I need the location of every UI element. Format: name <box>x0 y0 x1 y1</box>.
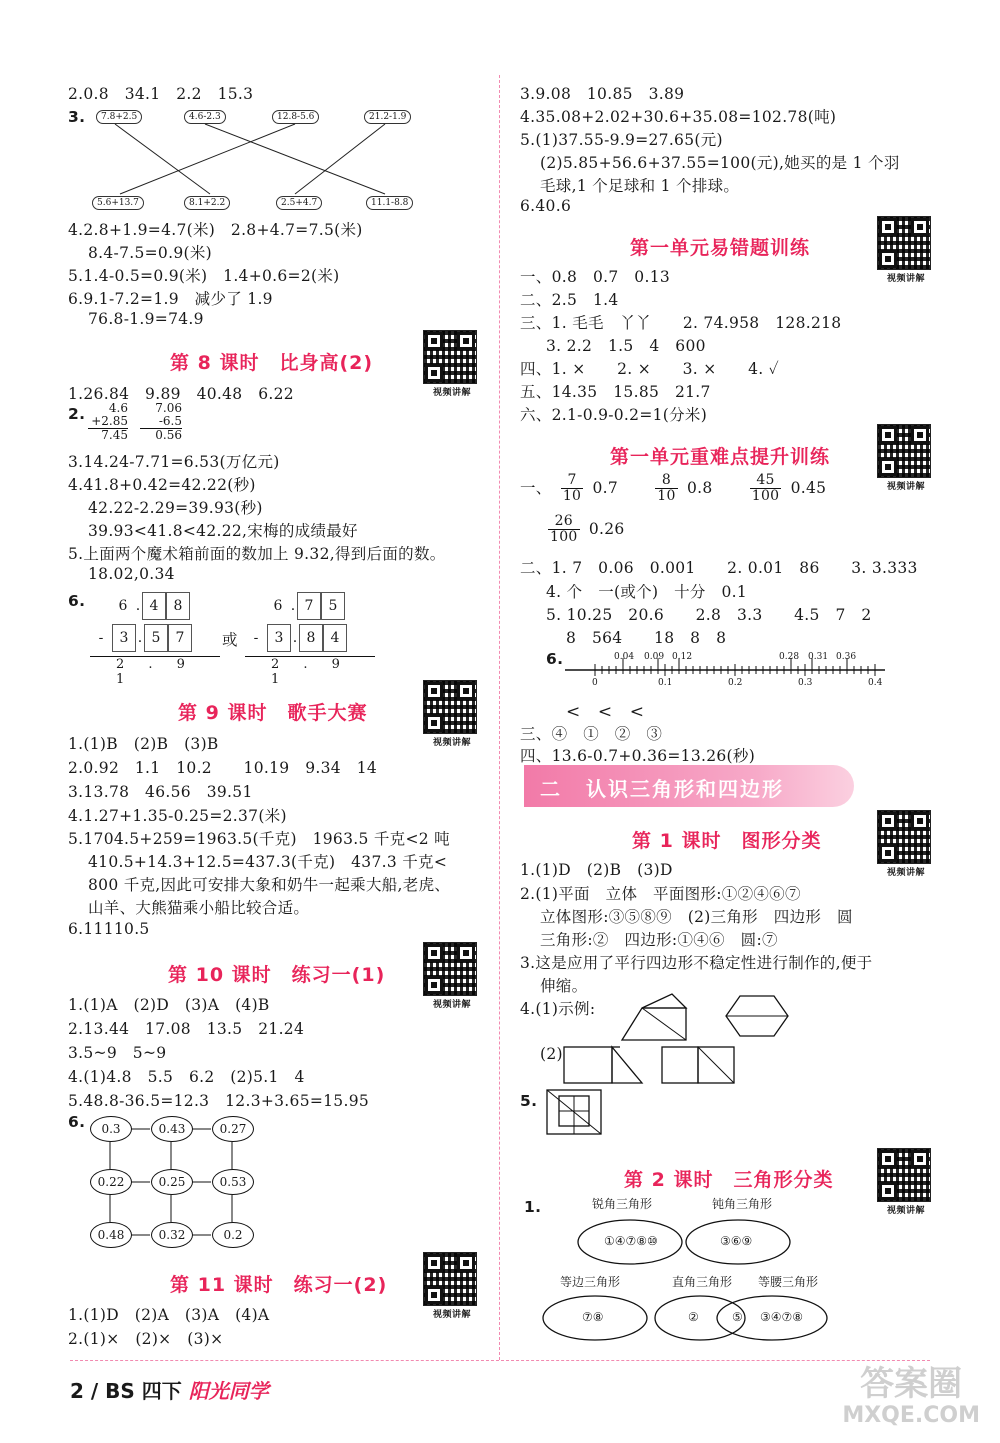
section-heading: 第 11 课时 练习一(2) <box>170 1274 388 1296</box>
answer-line: 410.5+14.3+12.5=437.3(千克) 437.3 千克< <box>88 853 448 871</box>
answer-line: 4. 个 一(或个) 十分 0.1 <box>546 583 748 601</box>
category-label: 等边三角形 <box>560 1275 621 1289</box>
answer-line: 42.22-2.29=39.93(秒) <box>88 499 263 517</box>
question-number: 2. <box>68 405 86 423</box>
qr-code-image <box>877 424 931 478</box>
answer-line: 4.1.27+1.35-0.25=2.37(米) <box>68 807 287 825</box>
answer-line: 三、1. 毛毛 丫丫 2. 74.958 128.218 <box>520 314 842 332</box>
qr-code[interactable] <box>423 330 481 398</box>
answer-line: 山羊、大熊猫乘小船比较合适。 <box>88 899 310 917</box>
qr-code[interactable] <box>877 810 935 878</box>
vertical-subtraction <box>140 402 182 442</box>
answer-line: (2) <box>540 1045 563 1063</box>
decimal-value: 0.26 <box>588 519 625 538</box>
number-line-tick-label: 0.3 <box>798 678 813 688</box>
decimal-value: 0.8 <box>686 478 713 497</box>
answer-line: 3.这是应用了平行四边形不稳定性进行制作的,便于 <box>520 954 873 972</box>
answer-line: 6.40.6 <box>520 197 572 215</box>
answer-line: 四、1. × 2. × 3. × 4. ✓ <box>520 360 780 378</box>
page-number: 2 / BS 四下 <box>70 1379 182 1403</box>
unit-title: 认识三角形和四边形 <box>586 777 784 801</box>
category-label: 直角三角形 <box>672 1275 733 1289</box>
question-number: 6. <box>68 592 86 610</box>
fraction: $\frac{8}{10}$ <box>657 472 676 505</box>
answer-line: 二、2.5 1.4 <box>520 291 619 309</box>
section-heading: 第 9 课时 歌手大赛 <box>178 702 368 724</box>
answer-line: 三角形:② 四边形:①④⑥ 圆:⑦ <box>540 931 778 949</box>
matching-lines <box>90 122 430 197</box>
answer-line: 5.(1)37.55-9.9=27.65(元) <box>520 131 723 149</box>
digit-box: 4 <box>142 592 166 620</box>
number-line-label: 0.09 <box>644 652 665 662</box>
qr-code-image <box>423 680 477 734</box>
digit-box: 8 <box>299 624 323 652</box>
digit: 6 <box>273 598 283 614</box>
decimal-point: . <box>135 598 141 614</box>
answer-line: 3.5~9 5~9 <box>68 1044 167 1062</box>
answer-line: 1.(1)D (2)B (3)D <box>520 861 673 879</box>
answer-line: 2.0.8 34.1 2.2 15.3 <box>68 85 254 103</box>
qr-code-image <box>877 1148 931 1202</box>
dissection-shapes <box>562 1045 742 1085</box>
footer-divider <box>70 1360 930 1361</box>
answer-line: 1.26.84 9.89 40.48 6.22 <box>68 385 294 403</box>
qr-code-image <box>423 1252 477 1306</box>
number-line-label: 0.31 <box>808 652 829 662</box>
digit: 6 <box>118 598 128 614</box>
expression-box: 7.8+2.5 <box>96 110 142 124</box>
unit-number: 二 <box>540 777 562 801</box>
answer-line: 2.(1)平面 立体 平面图形:①②④⑥⑦ <box>520 885 801 903</box>
number-line-label: 0.36 <box>836 652 857 662</box>
digit-puzzle-1 <box>90 592 220 687</box>
decimal-value: 0.7 <box>592 478 619 497</box>
answer-line: 3. 2.2 1.5 4 600 <box>546 337 706 355</box>
section-heading: 第 2 课时 三角形分类 <box>624 1169 834 1191</box>
qr-caption: 视频讲解 <box>886 274 925 284</box>
section-heading: 第一单元重难点提升训练 <box>610 446 831 468</box>
category-members: ② <box>688 1310 699 1324</box>
grid-node: 0.25 <box>151 1169 193 1195</box>
section-heading: 第 8 课时 比身高(2) <box>170 352 374 374</box>
answer-line: 二、1. 7 0.06 0.001 2. 0.01 86 3. 3.333 <box>520 559 918 577</box>
digit-box: 7 <box>297 592 321 620</box>
digit-puzzle-2 <box>245 592 375 687</box>
minus-sign: - <box>253 630 259 646</box>
qr-code[interactable] <box>423 1252 481 1320</box>
answer-line: 2.0.92 1.1 10.2 10.19 9.34 14 <box>68 759 378 777</box>
vertical-addition <box>88 402 128 442</box>
category-members: ①④⑦⑧⑩ <box>604 1234 658 1248</box>
digit-box: 7 <box>168 624 192 652</box>
grid-node: 0.2 <box>212 1222 254 1248</box>
section-prefix: 一、 <box>520 478 552 497</box>
category-members: ③⑥⑨ <box>720 1234 753 1248</box>
answer-line: 4.(1)示例: <box>520 1000 596 1018</box>
qr-caption: 视频讲解 <box>886 482 925 492</box>
unit-banner <box>524 765 854 807</box>
expression-box: 4.6-2.3 <box>184 110 226 124</box>
column-divider <box>499 75 500 1360</box>
grid-node: 0.32 <box>151 1222 193 1248</box>
number-line-tick-label: 0 <box>592 678 598 688</box>
category-members: ⑦⑧ <box>582 1310 604 1324</box>
qr-code[interactable] <box>877 1148 935 1216</box>
grid-node: 0.53 <box>212 1169 254 1195</box>
watermark <box>842 1366 980 1428</box>
watermark-url: MXQE.COM <box>842 1402 980 1428</box>
number-line-label: 0.28 <box>779 652 800 662</box>
answer-line: 8.4-7.5=0.9(米) <box>88 244 212 262</box>
answer-line: 4.35.08+2.02+30.6+35.08=102.78(吨) <box>520 108 837 126</box>
number-line-label: 0.12 <box>672 652 693 662</box>
result: 0.56 <box>155 428 182 442</box>
answer-line: 18.02,0.34 <box>88 565 175 583</box>
category-members: ③④⑦⑧ <box>760 1310 804 1324</box>
number-line-tick-label: 0.4 <box>868 678 883 688</box>
expression-box: 8.1+2.2 <box>184 196 230 210</box>
digit-box: 4 <box>323 624 347 652</box>
result: 7.45 <box>101 428 128 442</box>
watermark-logo: 答案圈 <box>860 1364 963 1405</box>
expression-box: 2.5+4.7 <box>276 196 322 210</box>
digit-box: 8 <box>166 592 190 620</box>
qr-caption: 视频讲解 <box>886 1206 925 1216</box>
fraction: $\frac{45}{100}$ <box>751 472 780 505</box>
answer-line: 伸缩。 <box>540 977 588 995</box>
grid-node: 0.43 <box>151 1116 193 1142</box>
qr-code-image <box>423 330 477 384</box>
fraction-answers <box>544 514 625 546</box>
answer-line: 6.11110.5 <box>68 920 150 938</box>
answer-line: 4.2.8+1.9=4.7(米) 2.8+4.7=7.5(米) <box>68 221 363 239</box>
grid-node: 0.27 <box>212 1116 254 1142</box>
qr-code[interactable] <box>423 942 481 1010</box>
question-number: 1. <box>524 1198 542 1216</box>
answer-line: 毛球,1 个足球和 1 个排球。 <box>540 177 740 195</box>
decimal-point: . <box>137 630 143 646</box>
digit-box: 5 <box>144 624 168 652</box>
digit-box: 3 <box>267 624 291 652</box>
operand: -6.5 <box>140 415 182 429</box>
category-members: ⑤ <box>732 1310 743 1324</box>
expression-box: 21.2-1.9 <box>364 110 411 124</box>
question-number: 6. <box>546 650 564 668</box>
operand: 7.06 <box>155 401 182 415</box>
category-label: 锐角三角形 <box>592 1197 653 1211</box>
number-line-label: 0.04 <box>614 652 635 662</box>
digit-box: 3 <box>112 624 136 652</box>
section-heading: 第 10 课时 练习一(1) <box>168 964 386 986</box>
number-line-tick-label: 0.2 <box>728 678 743 688</box>
answer-line: 6.9.1-7.2=1.9 减少了 1.9 <box>68 290 273 308</box>
answer-line: 一、0.8 0.7 0.13 <box>520 268 671 286</box>
answer-line: 5.1.4-0.5=0.9(米) 1.4+0.6=2(米) <box>68 267 340 285</box>
qr-code[interactable] <box>877 216 935 284</box>
expression-box: 11.1-8.8 <box>366 196 413 210</box>
answer-line: (2)5.85+56.6+37.55=100(元),她买的是 1 个羽 <box>540 154 900 172</box>
answer-line: 4.(1)4.8 5.5 6.2 (2)5.1 4 <box>68 1068 305 1086</box>
section-heading: 第一单元易错题训练 <box>630 237 811 259</box>
fraction: $\frac{7}{10}$ <box>562 472 582 505</box>
page-footer <box>70 1375 269 1404</box>
answer-line: 76.8-1.9=74.9 <box>88 310 204 328</box>
category-label: 钝角三角形 <box>712 1197 773 1211</box>
answer-line: 2.13.44 17.08 13.5 21.24 <box>68 1020 305 1038</box>
number-line-tick-label: 0.1 <box>658 678 673 688</box>
or-label: 或 <box>222 631 238 649</box>
decimal-point: . <box>290 598 296 614</box>
decimal-point: . <box>292 630 298 646</box>
grid-node: 0.22 <box>90 1169 132 1195</box>
answer-line: 三、④ ① ② ③ <box>520 725 663 743</box>
expression-box: 12.8-5.6 <box>272 110 319 124</box>
decimal-value: 0.45 <box>790 478 827 497</box>
fraction: $\frac{26}{100}$ <box>550 513 578 546</box>
operand: 4.6 <box>108 401 128 415</box>
question-number: 6. <box>68 1113 86 1131</box>
qr-code-image <box>877 216 931 270</box>
answer-line: 六、2.1-0.9-0.2=1(分米) <box>520 406 708 424</box>
qr-caption: 视频讲解 <box>432 388 471 398</box>
square-figure <box>545 1088 605 1138</box>
answer-line: 四、13.6-0.7+0.36=13.26(秒) <box>520 747 756 765</box>
answer-line: 3.9.08 10.85 3.89 <box>520 85 685 103</box>
category-label: 等腰三角形 <box>758 1275 819 1289</box>
qr-code-image <box>423 942 477 996</box>
grid-node: 0.48 <box>90 1222 132 1248</box>
answer-line: 5.1704.5+259=1963.5(千克) 1963.5 千克<2 吨 <box>68 830 450 848</box>
answer-line: 1.(1)D (2)A (3)A (4)A <box>68 1306 270 1324</box>
answer-line: 2.(1)× (2)× (3)× <box>68 1330 224 1348</box>
qr-caption: 视频讲解 <box>432 738 471 748</box>
qr-caption: 视频讲解 <box>432 1310 471 1320</box>
answer-line: 800 千克,因此可安排大象和奶牛一起乘大船,老虎、 <box>88 876 451 894</box>
answer-line: 3.13.78 46.56 39.51 <box>68 783 253 801</box>
brand-logo: 阳光同学 <box>188 1379 269 1403</box>
grid-node: 0.3 <box>90 1116 132 1142</box>
comparison-answers: < < < <box>566 702 645 722</box>
section-heading: 第 1 课时 图形分类 <box>632 830 822 852</box>
question-number: 5. <box>520 1092 538 1110</box>
minus-sign: - <box>98 630 104 646</box>
qr-code[interactable] <box>423 680 481 748</box>
operand: +2.85 <box>88 415 128 429</box>
difference: 2 . 9 1 <box>271 657 350 687</box>
answer-line: 五、14.35 15.85 21.7 <box>520 383 711 401</box>
digit-box: 5 <box>321 592 345 620</box>
answer-line: 4.41.8+0.42=42.22(秒) <box>68 476 256 494</box>
qr-caption: 视频讲解 <box>886 868 925 878</box>
answer-line: 8 564 18 8 8 <box>566 629 727 647</box>
fraction-answers <box>520 473 826 505</box>
question-number: 3. <box>68 108 86 126</box>
answer-line: 1.(1)B (2)B (3)B <box>68 735 219 753</box>
qr-code-image <box>877 810 931 864</box>
answer-line: 5.48.8-36.5=12.3 12.3+3.65=15.95 <box>68 1092 370 1110</box>
qr-caption: 视频讲解 <box>432 1000 471 1010</box>
answer-line: 39.93<41.8<42.22,宋梅的成绩最好 <box>88 522 358 540</box>
expression-box: 5.6+13.7 <box>92 196 144 210</box>
answer-line: 5.上面两个魔术箱前面的数加上 9.32,得到后面的数。 <box>68 545 446 563</box>
answer-line: 3.14.24-7.71=6.53(万亿元) <box>68 453 280 471</box>
example-shapes <box>610 990 800 1050</box>
qr-code[interactable] <box>877 424 935 492</box>
answer-line: 5. 10.25 20.6 2.8 3.3 4.5 7 2 <box>546 606 872 624</box>
difference: 2 . 9 1 <box>116 657 195 687</box>
answer-line: 1.(1)A (2)D (3)A (4)B <box>68 996 270 1014</box>
answer-line: 立体图形:③⑤⑧⑨ (2)三角形 四边形 圆 <box>540 908 853 926</box>
